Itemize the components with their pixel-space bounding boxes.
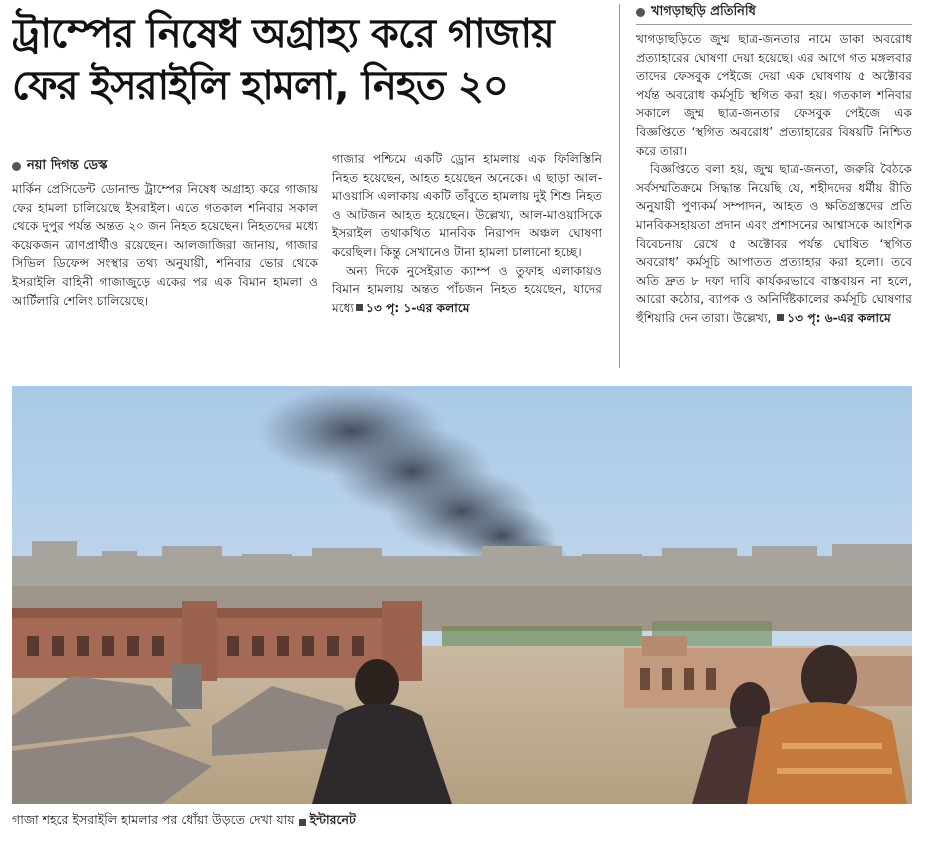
square-bullet-icon <box>356 304 363 311</box>
khagrachhari-byline-text: খাগড়াছড়ি প্রতিনিধি <box>651 4 756 19</box>
byline-underline <box>636 24 912 25</box>
khagrachhari-para-1: খাগড়াছড়িতে জুম্ম ছাত্র-জনতার নামে ডাকা অবরোধ প্রত্যাহারের ঘোষণা দেয়া হয়েছে। এর আগে গত মঙ্গলবার তাদের ফেসবুক পেইজে দেয়া এক ঘোষণায় ৫ অক্টোবর পর্যন্ত অবরোধ কর্মসূচি স্থগিত করা হয়। গতকাল শনিবার সকালে জুম্ম ছাত্র-জনতার ফেসবুক পেইজে এক বিজ্ঞপ্তিতে ‘স্থগিত অবরোধ’ প্রত্যাহারের বিষয়টি নিশ্চিত করে তারা। <box>636 32 912 158</box>
gaza-col2-para-2 <box>332 262 602 318</box>
gaza-photo-illustration <box>12 386 912 804</box>
khagrachhari-jump-line <box>775 311 890 325</box>
khagrachhari-column <box>636 30 912 368</box>
gaza-byline <box>12 156 107 177</box>
gaza-jump-text: ১৩ পৃ: ১-এর কলামে <box>366 300 470 315</box>
gaza-col2-para-1: গাজার পশ্চিমে একটি ড্রোন হামলায় এক ফিলিস্তিনি নিহত হয়েছেন, আহত হয়েছেন অনেকে। এ ছাড়া আল-মাওয়াসি এলাকায় একটি তাঁবুতে হামলায় দুই শিশু নিহত ও আটজন আহত হয়েছেন। উল্লেখ্য, আল-মাওয়াসিকে ইসরাইল তথাকথিত মানবিক নিরাপদ অঞ্চল ঘোষণা করেছিল। কিন্তু সেখানেও টানা হামলা চালানো হচ্ছে। <box>332 152 602 259</box>
bullet-icon <box>12 162 21 171</box>
headline-line-1: ট্রাম্পের নিষেধ অগ্রাহ্য করে গাজায় <box>12 11 554 57</box>
photo-source: ইন্টারনেট <box>309 812 356 827</box>
photo-caption <box>12 812 356 832</box>
khagrachhari-para-2 <box>636 160 912 327</box>
photo-caption-text: গাজা শহরে ইসরাইলি হামলার পর ধোঁয়া উড়তে দেখা যায় <box>12 812 295 827</box>
gaza-col2-para-2-text: অন্য দিকে নুসেইরাত ক্যাম্প ও তুফাহ এলাকায়ও বিমান হামলায় অন্তত পাঁচজন নিহত হয়েছেন, যাদের মধ্যে <box>332 263 602 315</box>
khagrachhari-para-2-text: বিজ্ঞপ্তিতে বলা হয়, জুম্ম ছাত্র-জনতা, জরুরি বৈঠকে সর্বসম্মতিক্রমে সিদ্ধান্ত নিয়েছি যে, শহীদদের ধর্মীয় রীতি অনুযায়ী পুণ্যকর্ম সম্পাদন, আহত ও ক্ষতিগ্রস্তদের প্রতি মানবিকসহায়তা প্রদান এবং প্রশাসনের আশ্বাসকে আংশিক বিবেচনায় রেখে ৫ অক্টোবর পর্যন্ত ঘোষিত ‘স্থগিত অবরোধ’ কর্মসূচি আপাতত প্রত্যাহার করা হলো। তবে অতি দ্রুত ৮ দফা দাবি কার্যকরভাবে বাস্তবায়ন না হলে, আরো কঠোর, ব্যাপক ও অনির্দিষ্টকালের কর্মসূচি ঘোষণার হুঁশিয়ারি দেন তারা। উল্লেখ্য, <box>636 162 912 325</box>
gaza-byline-text: নয়া দিগন্ত ডেস্ক <box>27 158 108 173</box>
khagrachhari-jump-text: ১৩ পৃ: ৬-এর কলামে <box>787 310 891 325</box>
gaza-photo <box>12 386 912 804</box>
column-divider <box>619 4 620 368</box>
gaza-column-1 <box>12 180 318 370</box>
gaza-jump-line <box>354 301 469 315</box>
square-bullet-icon <box>777 314 784 321</box>
square-bullet-icon <box>299 819 306 826</box>
headline <box>12 8 612 112</box>
bullet-icon <box>636 8 645 17</box>
khagrachhari-byline <box>636 2 756 23</box>
headline-line-2: ফের ইসরাইলি হামলা, নিহত ২০ <box>12 63 508 109</box>
gaza-column-2 <box>332 150 602 365</box>
gaza-col1-text: মার্কিন প্রেসিডেন্ট ডোনাল্ড ট্রাম্পের নিষেধ অগ্রাহ্য করে গাজায় ফের হামলা চালিয়েছে ইসরাইল। এতে গতকাল শনিবার সকাল থেকে দুপুর পর্যন্ত অন্তত ২০ জন নিহত হয়েছেন। নিহতদের মধ্যে কয়েকজন ত্রাণপ্রার্থীও রয়েছেন। আলজাজিরা জানায়, গাজার সিভিল ডিফেন্স সংস্থার তথ্য অনুযায়ী, শনিবার ভোর থেকে ইসরাইলি বাহিনী গাজাজুড়ে একের পর এক বিমান হামলা ও আর্টিলারি শেলিং চালিয়েছে। <box>12 182 318 308</box>
